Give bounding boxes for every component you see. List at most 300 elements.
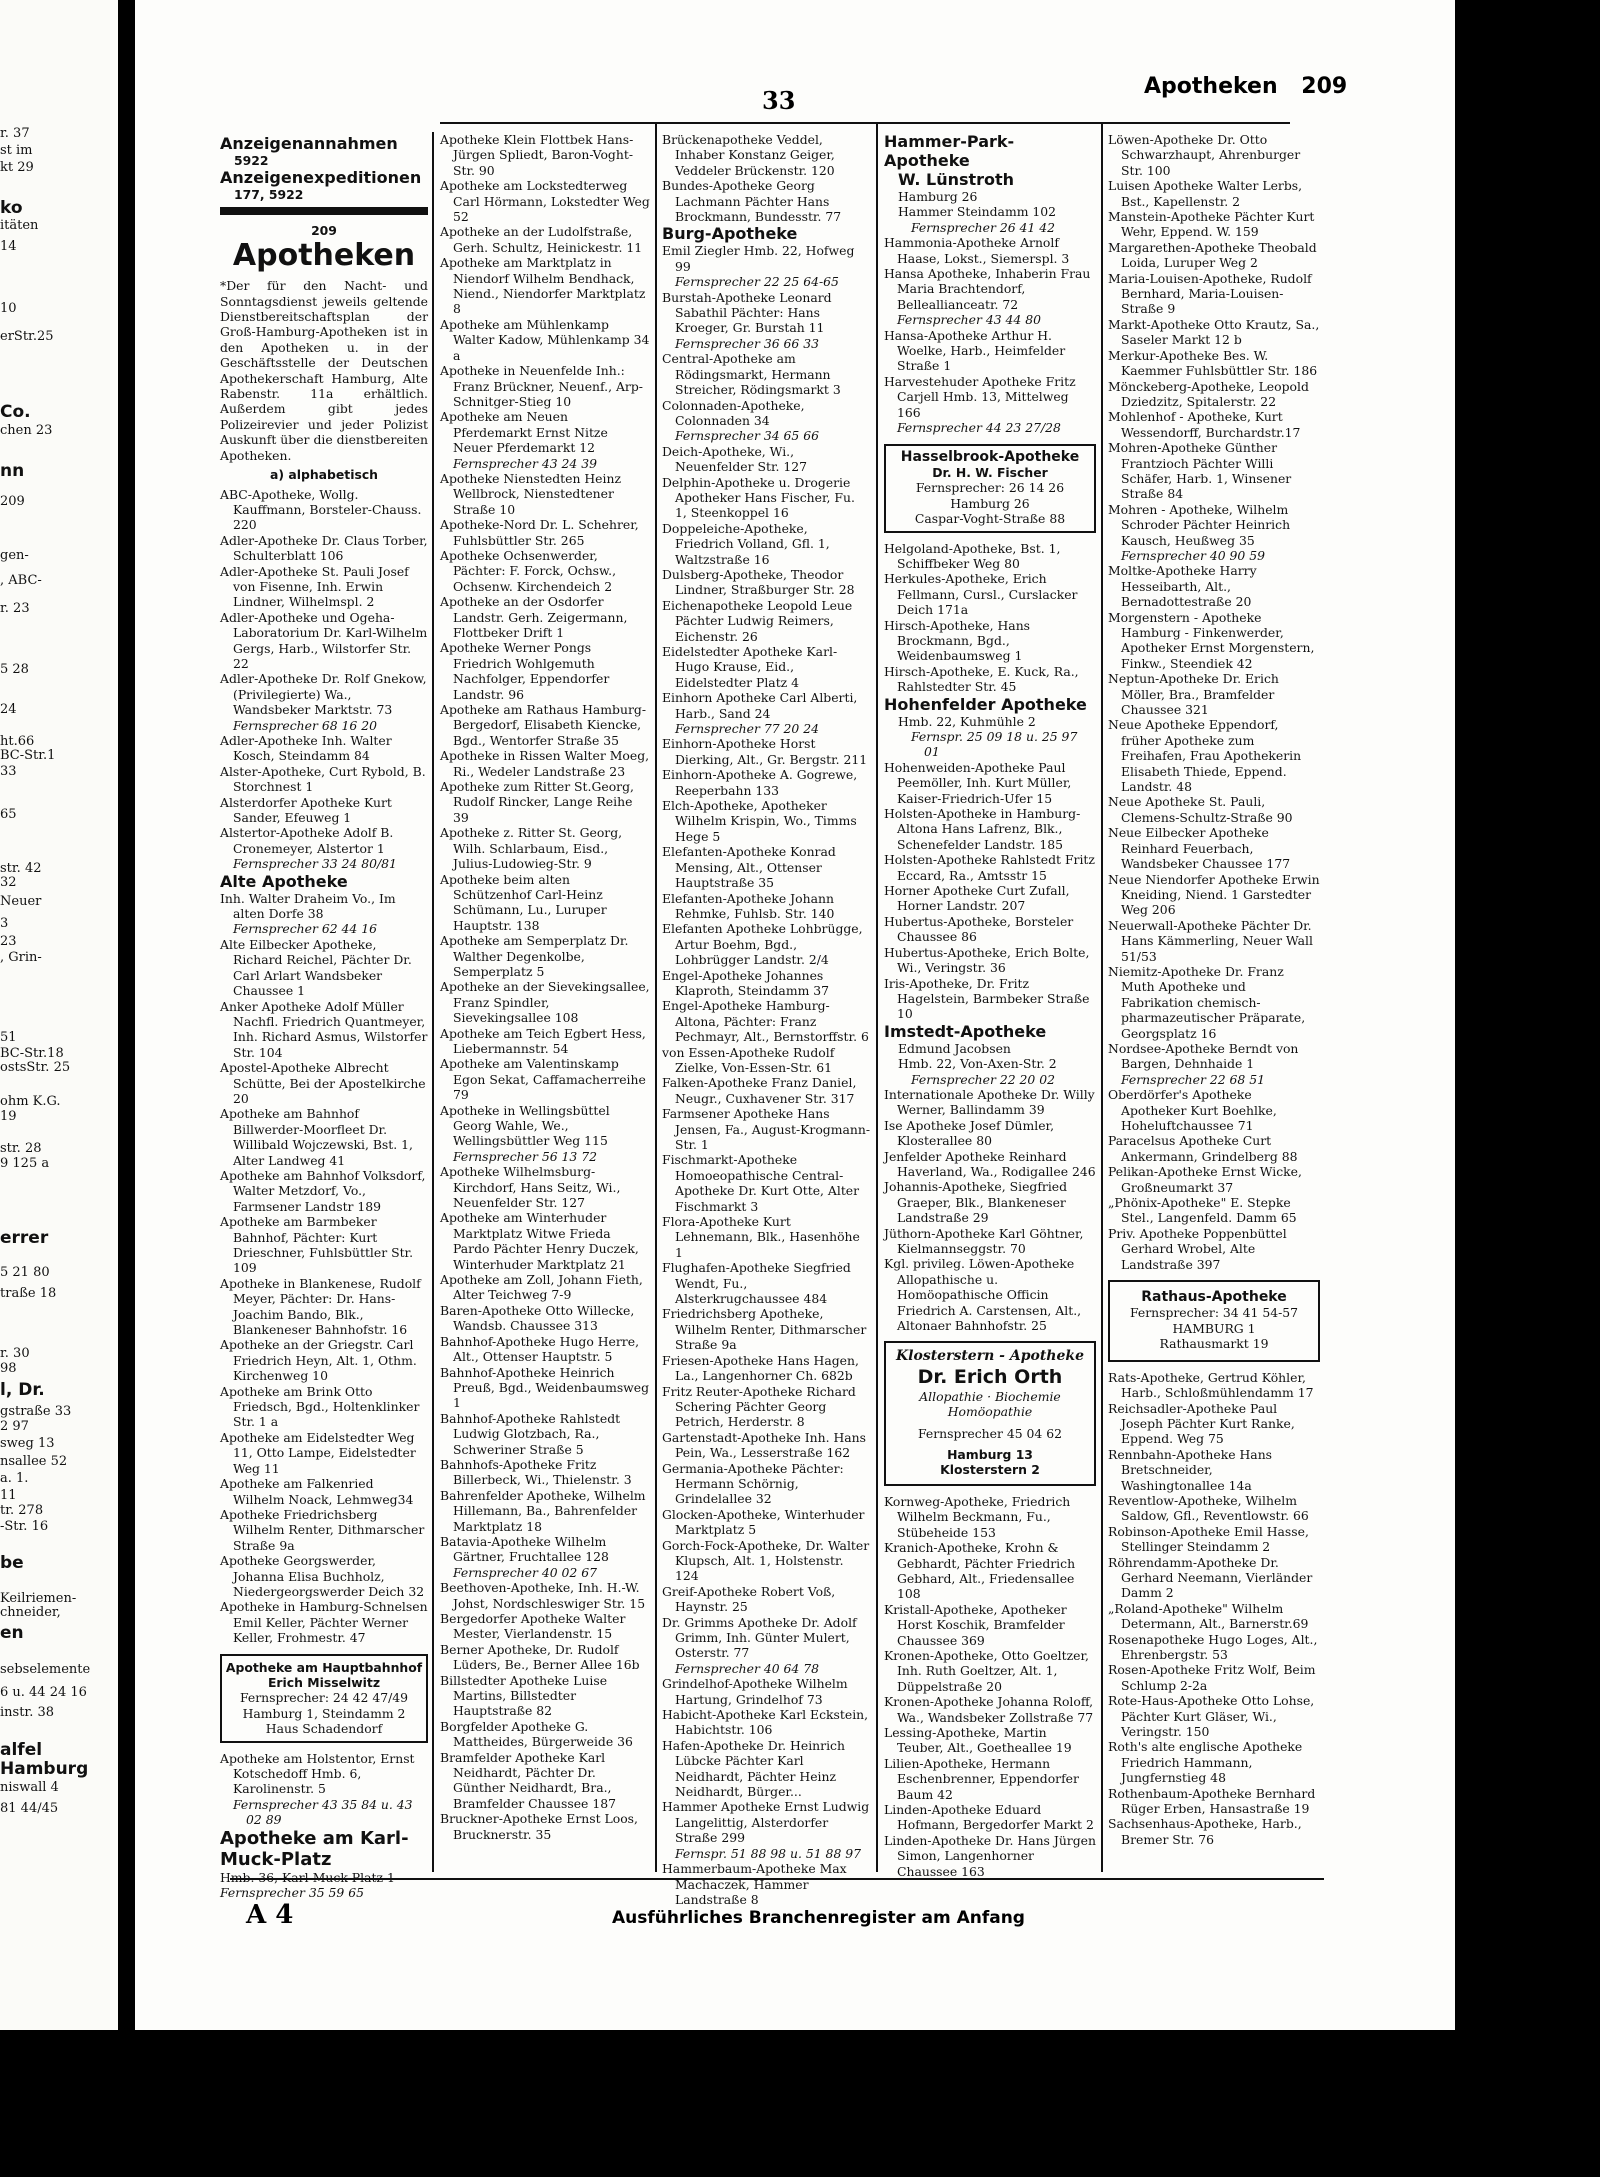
pharmacy-entry: Central-Apotheke am Rödingsmarkt, Hermann Streicher, Rödingsmarkt 3: [662, 351, 841, 398]
pharmacy-entry: Fernsprecher 40 64 78: [675, 1660, 819, 1676]
pharmacy-entry: Rats-Apotheke, Gertrud Köhler, Harb., Schloßmühlendamm 17: [1108, 1369, 1314, 1401]
pharmacy-entry: Lilien-Apotheke, Hermann Eschenbrenner, Eppendorfer Baum 42: [884, 1755, 1079, 1802]
pharmacy-entry: Holsten-Apotheke in Hamburg-Altona Hans Lafrenz, Blk., Schenefelder Landstr. 185: [884, 806, 1081, 852]
left-page-fragment-text: sebselemente: [0, 1662, 91, 1677]
left-page-fragment-text: niswall 4: [0, 1780, 59, 1795]
pharmacy-entry: Apotheke am Eidelstedter Weg 11, Otto Lampe, Eidelstedter Weg 11: [220, 1429, 416, 1476]
contact-line: Hammer Steindamm 102: [898, 204, 1057, 220]
pharmacy-entry: Sachsenhaus-Apotheke, Harb., Bremer Str. 76: [1108, 1816, 1302, 1847]
pharmacy-entry: Neue Apotheke Eppendorf, früher Apotheke zum Freihafen, Frau Apothekerin Elisabeth Thiede, Eppend. Landstr. 48: [1108, 717, 1302, 795]
contact-line: Fernsprecher 26 41 42: [911, 219, 1055, 235]
pharmacy-entry: Apotheke beim alten Schützenhof Carl-Heinz Schümann, Lu., Luruper Hauptstr. 138: [440, 871, 607, 933]
pharmacy-entry: Apotheke am Bahnhof Volksdorf, Walter Metzdorf, Vo., Farmsener Landstr 189: [220, 1167, 426, 1214]
pharmacy-entry: Apotheke Nienstedten Heinz Wellbrock, Nienstedtener Straße 10: [440, 470, 621, 517]
pharmacy-entry: „Roland-Apotheke" Wilhelm Determann, Alt., Barnerstr.69: [1108, 1600, 1309, 1632]
box-phone: Fernsprecher: 24 42 47/49: [239, 1690, 409, 1706]
column-1: [220, 134, 428, 1901]
pharmacy-entry: Einhorn-Apotheke Horst Dierking, Alt., Gr. Bergstr. 211: [662, 736, 868, 767]
pharmacy-entry: Apotheke am Winterhuder Marktplatz Witwe Frieda Pardo Pächter Henry Duczek, Winterhuder Marktplatz 21: [440, 1210, 639, 1272]
pharmacy-entry: Bergedorfer Apotheke Walter Mester, Vierlandenstr. 15: [440, 1611, 626, 1642]
pharmacy-entry: Fernsprecher 56 13 72: [453, 1148, 597, 1164]
pharmacy-entry: Kranich-Apotheke, Krohn & Gebhardt, Pächter Friedrich Gebhard, Alt., Friedensallee 108: [884, 1540, 1076, 1602]
pharmacy-entry: Apotheke am Bahnhof Billwerder-Moorfleet Dr. Willibald Wojczewski, Bst. 1, Alter Landweg 41: [220, 1106, 413, 1168]
box-city: Hamburg 13: [947, 1447, 1033, 1463]
contact-line: Fernspr. 25 09 18 u. 25 97 01: [911, 729, 1078, 760]
pharmacy-entry: Apotheke Wilhelmsburg-Kirchdorf, Hans Seitz, Wi., Neuenfelder Str. 127: [440, 1164, 621, 1211]
pharmacy-entry: Harvestehuder Apotheke Fritz Carjell Hmb. 13, Mittelweg 166: [884, 373, 1076, 420]
left-page-fragment-text: 24: [0, 702, 17, 717]
pharmacy-entry: Morgenstern - Apotheke Hamburg - Finkenwerder, Apotheker Ernst Morgenstern, Finkw., Steendiek 42: [1108, 609, 1315, 671]
pharmacy-entry: Hansa-Apotheke Arthur H. Woelke, Harb., Heimfelder Straße 1: [884, 327, 1066, 374]
contact-line: Fernsprecher 22 20 02: [911, 1071, 1055, 1087]
pharmacy-entry: Apotheke am Marktplatz in Niendorf Wilhelm Bendhack, Niend., Niendorfer Marktplatz 8: [440, 255, 646, 317]
pharmacy-entry: Maria-Louisen-Apotheke, Rudolf Bernhard, Maria-Louisen-Straße 9: [1108, 270, 1312, 317]
left-page-fragment-text: errer: [0, 1228, 49, 1248]
pharmacy-entry: Apotheke in Wellingsbüttel Georg Wahle, We., Wellingsbüttler Weg 115: [440, 1102, 610, 1149]
pharmacy-entry: Kornweg-Apotheke, Friedrich Wilhelm Beckmann, Fu., Stübeheide 153: [884, 1493, 1071, 1540]
bold-entry-address: Hmb. 36, Karl-Muck-Platz 1: [220, 1869, 395, 1885]
left-page-fragment-text: BC-Str.18: [0, 1046, 64, 1061]
hammer-park-title: Hammer-Park-Apotheke: [884, 132, 1015, 170]
pharmacy-entry: Hubertus-Apotheke, Erich Bolte, Wi., Veringstr. 36: [884, 944, 1090, 976]
section-title: Apotheken: [232, 238, 416, 274]
pharmacy-entry: Niemitz-Apotheke Dr. Franz Muth Apotheke und Fabrikation chemisch-pharmazeutischer Präparate, Georgsplatz 16: [1108, 963, 1306, 1041]
column-rule-2: [655, 124, 657, 1872]
pharmacy-entry: Farmsener Apotheke Hans Jensen, Fa., August-Krogmann-Str. 1: [662, 1106, 871, 1152]
left-page-fragment-text: 14: [0, 239, 17, 254]
left-page-fragment-text: st im: [0, 143, 33, 158]
pharmacy-entry: Fernsprecher 44 23 27/28: [897, 420, 1061, 436]
pharmacy-entry: Ise Apotheke Josef Dümler, Klosterallee 80: [884, 1117, 1055, 1149]
pharmacy-entry: Apostel-Apotheke Albrecht Schütte, Bei der Apostelkirche 20: [220, 1060, 426, 1106]
pharmacy-entry: Einhorn-Apotheke A. Gogrewe, Reeperbahn 133: [662, 767, 858, 798]
entries-list-2: [440, 132, 650, 1842]
box-phone: Fernsprecher: 26 14 26: [915, 480, 1065, 496]
pharmacy-entry: Rennbahn-Apotheke Hans Bretschneider, Washingtonallee 14a: [1108, 1446, 1273, 1493]
pharmacy-entry: Kronen-Apotheke Johanna Roloff, Wa., Wandsbeker Zollstraße 77: [884, 1694, 1094, 1725]
pharmacy-entry: Borgfelder Apotheke G. Mattheides, Bürgerweide 36: [440, 1718, 633, 1750]
pharmacy-entry: Iris-Apotheke, Dr. Fritz Hagelstein, Barmbeker Straße 10: [884, 975, 1090, 1022]
running-header: [1144, 74, 1347, 99]
pharmacy-entry: Kgl. privileg. Löwen-Apotheke Allopathische u. Homöopathische Officin Friedrich A. Carstensen, Alt., Altonaer Bahnhofstr. 25: [884, 1256, 1082, 1334]
pharmacy-entry: Apotheke an der Osdorfer Landstr. Gerh. Zeigermann, Flottbeker Drift 1: [440, 594, 628, 640]
imstedt-title: Imstedt-Apotheke: [884, 1021, 1047, 1041]
box-owner: Erich Misselwitz: [267, 1674, 381, 1690]
pharmacy-entry: Flora-Apotheke Kurt Lehnemann, Blk., Hasenhöhe 1: [662, 1214, 860, 1260]
pharmacy-entry: Bahnhof-Apotheke Rahlstedt Ludwig Glotzbach, Ra., Schweriner Straße 5: [440, 1410, 621, 1457]
box-title: Apotheke am Hauptbahnhof: [225, 1659, 423, 1675]
left-page-fragment-text: 5 21 80: [0, 1265, 50, 1280]
entries-list-1b: [220, 1751, 428, 1828]
column-2: [440, 132, 650, 1892]
left-page-fragment-text: kt 29: [0, 160, 34, 175]
pharmacy-entry: Apotheke am Holstentor, Ernst Kotschedoff Hmb. 6, Karolinenstr. 5: [220, 1750, 415, 1797]
pharmacy-entry: Alsterdorfer Apotheke Kurt Sander, Efeuweg 1: [220, 794, 392, 826]
pharmacy-entry: Beethoven-Apotheke, Inh. H.-W. Johst, Nordschleswiger Str. 15: [440, 1580, 646, 1611]
pharmacy-entry: Hammerbaum-Apotheke Max Machaczek, Hammer Landstraße 8: [662, 1861, 847, 1907]
ad-box-rathaus: [1108, 1280, 1320, 1362]
pharmacy-entry: Fernsprecher 40 02 67: [453, 1564, 597, 1580]
left-page-fragment-text: instr. 38: [0, 1705, 55, 1720]
subheading: a) alphabetisch: [270, 467, 378, 483]
section-bar: [220, 207, 428, 215]
pharmacy-entry: Apotheke an der Ludolfstraße, Gerh. Schultz, Heinickestr. 11: [440, 224, 643, 255]
left-page-fragment-text: alfel: [0, 1740, 43, 1760]
pharmacy-entry: Hammonia-Apotheke Arnolf Haase, Lokst., Siemerspl. 3: [884, 235, 1070, 266]
pharmacy-entry: Horner Apotheke Curt Zufall, Horner Landstr. 207: [884, 883, 1070, 914]
left-page-fragment-text: nsallee 52: [0, 1454, 68, 1469]
pharmacy-entry: Flughafen-Apotheke Siegfried Wendt, Fu., Alsterkrugchaussee 484: [662, 1260, 851, 1307]
entries-list-4d: [884, 1087, 1096, 1334]
left-page-fragment-text: Hamburg: [0, 1759, 89, 1779]
left-page-fragment-text: sweg 13: [0, 1436, 55, 1451]
pharmacy-entry: Hubertus-Apotheke, Borsteler Chaussee 86: [884, 913, 1074, 945]
pharmacy-entry: Lessing-Apotheke, Martin Teuber, Alt., Goetheallee 19: [884, 1724, 1072, 1756]
left-page-fragment-text: 32: [0, 875, 17, 890]
pharmacy-entry: Elefanten-Apotheke Johann Rehmke, Fuhlsb. Str. 140: [662, 890, 835, 921]
hammer-park-lines: [884, 189, 1096, 235]
pharmacy-entry: Robinson-Apotheke Emil Hasse, Stellinger Steindamm 2: [1108, 1523, 1309, 1555]
left-page-fragment-text: ht.66: [0, 734, 35, 749]
pharmacy-entry: Elefanten-Apotheke Konrad Mensing, Alt., Ottenser Hauptstraße 35: [662, 844, 836, 891]
pharmacy-entry: Deich-Apotheke, Wi., Neuenfelder Str. 127: [662, 443, 808, 475]
pharmacy-entry: Burg-Apotheke: [662, 224, 798, 244]
category-title: Apotheken: [1144, 74, 1278, 99]
box-subtitle-2: Homöopathie: [947, 1404, 1033, 1420]
hohenfelder-title: Hohenfelder Apotheke: [884, 694, 1087, 714]
pharmacy-entry: Apotheke Klein Flottbek Hans-Jürgen Spliedt, Baron-Voght-Str. 90: [440, 132, 634, 178]
pharmacy-entry: Hammer Apotheke Ernst Ludwig Langelittig, Alsterdorfer Straße 299: [662, 1799, 870, 1846]
left-page-fragment-text: 10: [0, 301, 17, 316]
left-page-fragment-text: r. 37: [0, 126, 30, 141]
pharmacy-entry: Fernsprecher 36 66 33: [675, 335, 819, 351]
pharmacy-entry: Neue Eilbecker Apotheke Reinhard Feuerbach, Wandsbeker Chaussee 177: [1108, 825, 1291, 872]
pharmacy-entry: Fernsprecher 43 24 39: [453, 455, 597, 471]
pharmacy-entry: Dulsberg-Apotheke, Theodor Lindner, Straßburger Str. 28: [662, 566, 855, 598]
pharmacy-entry: Johannis-Apotheke, Siegfried Graeper, Blk., Blankeneser Landstraße 29: [884, 1179, 1068, 1226]
left-page-fragment-text: nn: [0, 461, 25, 481]
pharmacy-entry: Dr. Grimms Apotheke Dr. Adolf Grimm, Inh. Günter Mulert, Osterstr. 77: [662, 1614, 857, 1661]
contact-line: Hamburg 26: [898, 189, 978, 204]
left-page-fragment-text: en: [0, 1623, 24, 1643]
box-subtitle: Allopathie · Biochemie: [919, 1388, 1061, 1404]
pharmacy-entry: Grindelhof-Apotheke Wilhelm Hartung, Grindelhof 73: [662, 1676, 848, 1707]
pharmacy-entry: Alster-Apotheke, Curt Rybold, B. Storchnest 1: [220, 763, 426, 795]
column-rule-1: [432, 132, 434, 1872]
pharmacy-entry: Apotheke am Brink Otto Friedsch, Bgd., Holtenklinker Str. 1 a: [220, 1383, 420, 1430]
pharmacy-entry: Apotheke am Mühlenkamp Walter Kadow, Mühlenkamp 34 a: [440, 316, 650, 363]
pharmacy-entry: Fernsprecher 43 44 80: [897, 312, 1041, 328]
pharmacy-entry: Oberdörfer's Apotheke Apotheker Kurt Boehlke, Hoheluftchaussee 71: [1108, 1087, 1277, 1133]
box-title: Rathaus-Apotheke: [1141, 1289, 1287, 1306]
pharmacy-entry: Bundes-Apotheke Georg Lachmann Pächter Hans Brockmann, Bundesstr. 77: [662, 178, 842, 225]
pharmacy-entry: ABC-Apotheke, Wollg. Kauffmann, Borsteler-Chauss. 220: [220, 486, 422, 533]
left-page-fragment-text: gen-: [0, 548, 29, 563]
pharmacy-entry: Apotheke zum Ritter St.Georg, Rudolf Rincker, Lange Reihe 39: [440, 779, 634, 825]
left-page-fragment-text: tr. 278: [0, 1503, 44, 1518]
column-rule-3: [876, 124, 878, 1872]
pharmacy-entry: Neptun-Apotheke Dr. Erich Möller, Bra., Bramfelder Chaussee 321: [1108, 671, 1279, 718]
ad-heading-1: Anzeigenannahmen: [220, 134, 398, 153]
ad-box-klosterstern: [884, 1341, 1096, 1485]
pharmacy-entry: Helgoland-Apotheke, Bst. 1, Schiffbeker Weg 80: [884, 540, 1061, 571]
entries-list-4c: [884, 760, 1096, 1022]
pharmacy-entry: Hafen-Apotheke Dr. Heinrich Lübcke Pächter Karl Neidhardt, Pächter Heinz Neidhardt, Bürger...: [662, 1737, 845, 1800]
pharmacy-entry: Alte Apotheke: [220, 871, 348, 891]
pharmacy-entry: Manstein-Apotheke Pächter Kurt Wehr, Eppend. W. 159: [1108, 209, 1315, 240]
pharmacy-entry: Apotheke Friedrichsberg Wilhelm Renter, Dithmarscher Straße 9a: [220, 1506, 425, 1553]
pharmacy-entry: Apotheke z. Ritter St. Georg, Wilh. Schlarbaum, Eisd., Julius-Ludowieg-Str. 9: [440, 825, 623, 872]
pharmacy-entry: Apotheke in Blankenese, Rudolf Meyer, Pächter: Dr. Hans-Joachim Bando, Blk., Blankeneser Bahnhofstr. 16: [220, 1275, 421, 1338]
left-page-fragment-text: chneider,: [0, 1605, 61, 1620]
pharmacy-entry: Holsten-Apotheke Rahlstedt Fritz Eccard, Ra., Amtsstr 15: [884, 852, 1095, 883]
pharmacy-entry: Nordsee-Apotheke Berndt von Bargen, Dehnhaide 1: [1108, 1040, 1299, 1072]
pharmacy-entry: Eichenapotheke Leopold Leue Pächter Ludwig Reimers, Eichenstr. 26: [662, 597, 853, 644]
pharmacy-entry: Apotheke Werner Pongs Friedrich Wohlgemuth Nachfolger, Eppendorfer Landstr. 96: [440, 640, 610, 702]
box-title: Klosterstern - Apotheke: [896, 1348, 1084, 1365]
pharmacy-entry: Apotheke Ochsenwerder, Pächter: F. Forck, Ochsw., Ochsenw. Kirchendeich 2: [440, 547, 617, 594]
pharmacy-entry: Fernsprecher 68 16 20: [233, 717, 377, 733]
pharmacy-entry: Apotheke am Semperplatz Dr. Walther Degenkolbe, Semperplatz 5: [440, 933, 629, 979]
left-page-fragment-text: 33: [0, 764, 17, 779]
box-address-2: Caspar-Voght-Straße 88: [914, 511, 1066, 527]
column-4: [884, 132, 1096, 1892]
left-page-fragment-text: r. 23: [0, 601, 30, 616]
pharmacy-entry: Mohlenhof - Apotheke, Kurt Wessendorff, Burchardstr.17: [1108, 409, 1301, 440]
left-page-fragment-text: , ABC-: [0, 573, 42, 588]
pharmacy-entry: Falken-Apotheke Franz Daniel, Neugr., Cuxhavener Str. 317: [662, 1075, 857, 1106]
entries-list-4e: [884, 1494, 1096, 1879]
pharmacy-entry: Fernsprecher 22 68 51: [1121, 1071, 1265, 1087]
left-page-fragment-text: , Grin-: [0, 950, 42, 965]
pharmacy-entry: Fernsprecher 77 20 24: [675, 721, 819, 737]
pharmacy-entry: Alstertor-Apotheke Adolf B. Cronemeyer, Alstertor 1: [220, 825, 394, 856]
pharmacy-entry: Adler-Apotheke und Ogeha-Laboratorium Dr. Karl-Wilhelm Gergs, Harb., Wilstorfer Str. 22: [220, 609, 428, 671]
bold-entry: Apotheke am Karl-Muck-Platz: [220, 1827, 409, 1870]
pharmacy-entry: Hohenweiden-Apotheke Paul Peemöller, Inh. Kurt Müller, Kaiser-Friedrich-Ufer 15: [884, 759, 1072, 806]
left-page-fragment-text: ko: [0, 198, 23, 218]
pharmacy-entry: Friedrichsberg Apotheke, Wilhelm Renter, Dithmarscher Straße 9a: [662, 1306, 867, 1353]
pharmacy-entry: Priv. Apotheke Poppenbüttel Gerhard Wrobel, Alte Landstraße 397: [1108, 1225, 1287, 1272]
box-owner: Dr. H. W. Fischer: [932, 464, 1048, 480]
pharmacy-entry: Anker Apotheke Adolf Müller Nachfl. Friedrich Quantmeyer, Inh. Richard Asmus, Wilstorfer Str. 104: [220, 998, 428, 1060]
pharmacy-entry: Hirsch-Apotheke, Hans Brockmann, Bgd., Weidenbaumsweg 1: [884, 617, 1031, 664]
left-page-fragment-text: 209: [0, 494, 25, 509]
imstedt-lines: [884, 1041, 1096, 1087]
box-address: Hamburg 1, Steindamm 2: [242, 1705, 406, 1721]
pharmacy-entry: Apotheke am Zoll, Johann Fieth, Alter Teichweg 7-9: [440, 1272, 643, 1303]
left-page-fragment-text: str. 28: [0, 1141, 42, 1156]
left-page-fragment-text: be: [0, 1553, 24, 1573]
pharmacy-entry: Germania-Apotheke Pächter: Hermann Schörnig, Grindelallee 32: [662, 1460, 844, 1507]
pharmacy-entry: Fischmarkt-Apotheke Homoeopathische Central-Apotheke Dr. Kurt Otte, Alter Fischmarkt 3: [662, 1152, 860, 1214]
pharmacy-entry: Glocken-Apotheke, Winterhuder Marktplatz 5: [662, 1506, 865, 1538]
pharmacy-entry: Rosenapotheke Hugo Loges, Alt., Ehrenbergstr. 53: [1108, 1631, 1318, 1662]
pharmacy-entry: Rosen-Apotheke Fritz Wolf, Beim Schlump 2-2a: [1108, 1662, 1316, 1693]
ad-box-hasselbrook: [884, 444, 1096, 533]
pharmacy-entry: Neue Niendorfer Apotheke Erwin Kneiding, Niend. 1 Garstedter Weg 206: [1108, 871, 1320, 918]
pharmacy-entry: Fritz Reuter-Apotheke Richard Schering Pächter Georg Petrich, Herderstr. 8: [662, 1383, 856, 1430]
pharmacy-entry: Mohren - Apotheke, Wilhelm Schroder Pächter Heinrich Kausch, Heußweg 35: [1108, 501, 1291, 548]
box-city: HAMBURG 1: [1172, 1320, 1256, 1336]
left-page-fragment-text: Co.: [0, 402, 31, 422]
pharmacy-entry: Linden-Apotheke Eduard Hofmann, Bergedorfer Markt 2: [884, 1802, 1094, 1833]
left-page-fragment-text: l, Dr.: [0, 1380, 45, 1400]
pharmacy-entry: Adler-Apotheke Dr. Rolf Gnekow, (Privilegierte) Wa., Wandsbeker Marktstr. 73: [220, 671, 427, 718]
pharmacy-entry: Löwen-Apotheke Dr. Otto Schwarzhaupt, Ahrenburger Str. 100: [1108, 132, 1301, 178]
pharmacy-entry: Internationale Apotheke Dr. Willy Werner, Ballindamm 39: [884, 1086, 1095, 1118]
left-page-fragment-text: BC-Str.1: [0, 748, 56, 763]
entries-list-1: [220, 487, 428, 1646]
left-page-fragment-text: 98: [0, 1361, 17, 1376]
box-address: Rathausmarkt 19: [1159, 1336, 1269, 1352]
hammer-park-owner: W. Lünstroth: [898, 170, 1015, 189]
pharmacy-entry: Paracelsus Apotheke Curt Ankermann, Grindelberg 88: [1108, 1133, 1298, 1164]
left-page-fragment-text: ostsStr. 25: [0, 1060, 71, 1075]
pharmacy-entry: Habicht-Apotheke Karl Eckstein, Habichtstr. 106: [662, 1707, 869, 1738]
pharmacy-entry: Roth's alte englische Apotheke Friedrich Hammann, Jungfernstieg 48: [1108, 1739, 1303, 1786]
entries-list-3: [662, 132, 870, 1907]
pharmacy-entry: Gartenstadt-Apotheke Inh. Hans Pein, Wa., Lesserstraße 162: [662, 1429, 866, 1461]
pharmacy-entry: Apotheke in Neuenfelde Inh.: Franz Brückner, Neuenf., Arp-Schnitger-Stieg 10: [440, 363, 643, 409]
footer-signature: A 4: [246, 1900, 294, 1930]
entries-list-4b: [884, 541, 1096, 695]
left-page-fragment-text: 6 u. 44 24 16: [0, 1685, 87, 1700]
pharmacy-entry: Billstedter Apotheke Luise Martins, Billstedter Hauptstraße 82: [440, 1672, 608, 1719]
contact-line: Edmund Jacobsen: [898, 1040, 1011, 1056]
left-page-fragment-text: 19: [0, 1109, 17, 1124]
contact-line: Hmb. 22, Kuhmühle 2: [898, 713, 1036, 729]
pharmacy-entry: Apotheke am Rathaus Hamburg-Bergedorf, Elisabeth Kiencke, Bgd., Wentorfer Straße 35: [440, 702, 647, 748]
hohenfelder-lines: [884, 714, 1096, 760]
pharmacy-entry: Adler-Apotheke St. Pauli Josef von Fisenne, Inh. Erwin Lindner, Wilhelmspl. 2: [220, 563, 409, 610]
left-page-fragment-text: 65: [0, 807, 17, 822]
left-page-fragment-text: str. 42: [0, 861, 42, 876]
box-address: Klosterstern 2: [940, 1462, 1040, 1478]
pharmacy-entry: Kronen-Apotheke, Otto Goeltzer, Inh. Ruth Goeltzer, Alt. 1, Düppelstraße 20: [884, 1647, 1089, 1694]
left-page-fragment-text: 2 97: [0, 1419, 29, 1434]
pharmacy-entry: Bahnhofs-Apotheke Fritz Billerbeck, Wi., Thielenstr. 3: [440, 1456, 632, 1488]
box-owner: Dr. Erich Orth: [917, 1365, 1063, 1388]
column-3: [662, 132, 871, 1907]
pharmacy-entry: Elch-Apotheke, Apotheker Wilhelm Krispin, Wo., Timms Hege 5: [662, 798, 857, 844]
pharmacy-entry: Adler-Apotheke Dr. Claus Torber, Schulterblatt 106: [220, 532, 428, 564]
left-page-fragment-text: -Str. 16: [0, 1519, 49, 1534]
pharmacy-entry: Bahrenfelder Apotheke, Wilhelm Hillemann, Ba., Bahrenfelder Marktplatz 18: [440, 1487, 646, 1534]
pharmacy-entry: Herkules-Apotheke, Erich Fellmann, Cursl., Curslacker Deich 171a: [884, 571, 1078, 618]
left-page-fragment-text: a. 1.: [0, 1471, 29, 1486]
pharmacy-entry: Reventlow-Apotheke, Wilhelm Saldow, Gfl., Reventlowstr. 66: [1108, 1492, 1309, 1524]
pharmacy-entry: Fernspr. 51 88 98 u. 51 88 97: [675, 1845, 862, 1861]
pharmacy-entry: Apotheke an der Griegstr. Carl Friedrich Heyn, Alt. 1, Othm. Kirchenweg 10: [220, 1337, 417, 1384]
pharmacy-entry: Apotheke in Rissen Walter Moeg, Ri., Wedeler Landstraße 23: [440, 748, 650, 779]
pharmacy-entry: Greif-Apotheke Robert Voß, Haynstr. 25: [662, 1583, 836, 1615]
box-phone: Fernsprecher: 34 41 54-57: [1129, 1305, 1299, 1321]
pharmacy-entry: Röhrendamm-Apotheke Dr. Gerhard Neemann, Vierländer Damm 2: [1108, 1554, 1313, 1601]
pharmacy-entry: Neuerwall-Apotheke Pächter Dr. Hans Kämmerling, Neuer Wall 51/53: [1108, 917, 1313, 964]
pharmacy-entry: Bahnhof-Apotheke Heinrich Preuß, Bgd., Weidenbaumsweg 1: [440, 1364, 650, 1411]
left-page-fragment-text: 9 125 a: [0, 1156, 50, 1171]
pharmacy-entry: Bahnhof-Apotheke Hugo Herre, Alt., Ottenser Hauptstr. 5: [440, 1333, 640, 1365]
pharmacy-entry: Berner Apotheke, Dr. Rudolf Lüders, Be., Berner Allee 16b: [440, 1641, 640, 1673]
left-page-fragment: [0, 0, 118, 2030]
pharmacy-entry: Apotheke an der Sievekingsallee, Franz Spindler, Sievekingsallee 108: [440, 979, 650, 1026]
pharmacy-entry: Jüthorn-Apotheke Karl Göhtner, Kielmannseggstr. 70: [884, 1225, 1084, 1256]
left-page-fragment-text: erStr.25: [0, 329, 54, 344]
pharmacy-entry: Batavia-Apotheke Wilhelm Gärtner, Fruchtallee 128: [440, 1533, 609, 1565]
left-page-fragment-text: 81 44/45: [0, 1801, 59, 1816]
pharmacy-entry: Engel-Apotheke Johannes Klaproth, Steindamm 37: [662, 967, 830, 998]
entries-list-5a: [1108, 132, 1320, 1272]
pharmacy-entry: Engel-Apotheke Hamburg-Altona, Pächter: Franz Pechmayr, Alt., Bernstorffstr. 6: [662, 998, 869, 1045]
bold-entry-phone: Fernsprecher 35 59 65: [220, 1885, 364, 1901]
page-number: 209: [1301, 74, 1348, 99]
pharmacy-entry: Baren-Apotheke Otto Willecke, Wandsb. Chaussee 313: [440, 1302, 635, 1334]
ad-heading-2: Anzeigenexpeditionen: [220, 168, 422, 188]
left-page-fragment-text: ohm K.G.: [0, 1094, 61, 1109]
pharmacy-entry: Fernsprecher 33 24 80/81: [233, 856, 397, 872]
pharmacy-entry: Hirsch-Apotheke, E. Kuck, Ra., Rahlstedter Str. 45: [884, 663, 1079, 695]
pharmacy-entry: Mönckeberg-Apotheke, Leopold Dziedzitz, Spitalerstr. 22: [1108, 378, 1309, 409]
box-title: Hasselbrook-Apotheke: [900, 448, 1080, 465]
pharmacy-entry: von Essen-Apotheke Rudolf Zielke, Von-Essen-Str. 61: [662, 1044, 835, 1075]
pharmacy-entry: Brückenapotheke Veddel, Inhaber Konstanz Geiger, Veddeler Brückenstr. 120: [662, 132, 835, 178]
entries-list-5b: [1108, 1370, 1320, 1848]
pharmacy-entry: Apotheke am Teich Egbert Hess, Liebermannstr. 54: [440, 1025, 646, 1056]
left-page-fragment-text: traße 18: [0, 1286, 57, 1301]
pharmacy-entry: Rote-Haus-Apotheke Otto Lohse, Pächter Kurt Gläser, Wi., Veringstr. 150: [1108, 1693, 1315, 1740]
pharmacy-entry: Bruckner-Apotheke Ernst Loos, Brucknerstr. 35: [440, 1811, 638, 1842]
pharmacy-entry: Apotheke am Lockstedterweg Carl Hörmann, Lokstedter Weg 52: [440, 178, 650, 225]
left-page-fragment-text: 3: [0, 916, 9, 931]
pharmacy-entry: Colonnaden-Apotheke, Colonnaden 34: [662, 397, 805, 428]
pharmacy-entry: Reichsadler-Apotheke Paul Joseph Pächter Kurt Ranke, Eppend. Weg 75: [1108, 1400, 1295, 1447]
pharmacy-entry: Burstah-Apotheke Leonard Sabathil Pächter: Hans Kroeger, Gr. Burstah 11: [662, 289, 832, 336]
box-phone: Fernsprecher 45 04 62: [918, 1425, 1062, 1441]
left-page-fragment-text: Keilriemen-: [0, 1591, 77, 1606]
box-address-2: Haus Schadendorf: [265, 1721, 383, 1737]
pharmacy-entry: Doppeleiche-Apotheke, Friedrich Volland, Gfl. 1, Waltzstraße 16: [662, 520, 830, 567]
left-page-fragment-text: 11: [0, 1488, 17, 1503]
column-rule-4: [1101, 124, 1103, 1872]
pharmacy-entry: „Phönix-Apotheke" E. Stepke Stel., Langenfeld. Damm 65: [1108, 1195, 1297, 1226]
pharmacy-entry: Apotheke am Valentinskamp Egon Sekat, Caffamacherreihe 79: [440, 1056, 646, 1103]
left-page-fragment-text: gstraße 33: [0, 1404, 72, 1419]
pharmacy-entry: Merkur-Apotheke Bes. W. Kaemmer Fuhlsbüttler Str. 186: [1108, 347, 1318, 379]
entries-list-4a: [884, 235, 1096, 435]
pharmacy-entry: Delphin-Apotheke u. Drogerie Apotheker Hans Fischer, Fu. 1, Steenkoppel 16: [662, 474, 855, 521]
pharmacy-entry: Luisen Apotheke Walter Lerbs, Bst., Kapellenstr. 2: [1108, 178, 1303, 209]
column-5: [1108, 132, 1320, 1892]
pharmacy-entry: Alte Eilbecker Apotheke, Richard Reichel, Pächter Dr. Carl Arlart Wandsbeker Chaussee 1: [220, 936, 412, 999]
pharmacy-entry: Apotheke am Barmbeker Bahnhof, Pächter: Kurt Drieschner, Fuhlsbüttler Str. 109: [220, 1214, 414, 1276]
pharmacy-entry: Adler-Apotheke Inh. Walter Kosch, Steindamm 84: [220, 733, 392, 764]
pharmacy-entry: Fernsprecher 40 90 59: [1121, 547, 1265, 563]
pharmacy-entry: Emil Ziegler Hmb. 22, Hofweg 99: [662, 243, 855, 274]
pharmacy-entry: Einhorn Apotheke Carl Alberti, Harb., Sand 24: [662, 690, 858, 721]
section-number: 209: [311, 222, 337, 238]
left-page-fragment-text: Neuer: [0, 894, 42, 909]
pharmacy-entry: Moltke-Apotheke Harry Hesseibarth, Alt., Bernadottestraße 20: [1108, 563, 1257, 610]
left-page-fragment-text: 51: [0, 1030, 17, 1045]
pharmacy-entry: Jenfelder Apotheke Reinhard Haverland, Wa., Rodigallee 246: [884, 1148, 1096, 1179]
box-address: Hamburg 26: [950, 495, 1030, 511]
page-number-center: 33: [762, 86, 796, 115]
pharmacy-entry: Eidelstedter Apotheke Karl-Hugo Krause, Eid., Eidelstedter Platz 4: [662, 644, 838, 690]
ad-number-1: 5922: [234, 153, 269, 168]
left-page-fragment-text: chen 23: [0, 423, 53, 438]
pharmacy-entry: Fernsprecher 34 65 66: [675, 428, 819, 444]
